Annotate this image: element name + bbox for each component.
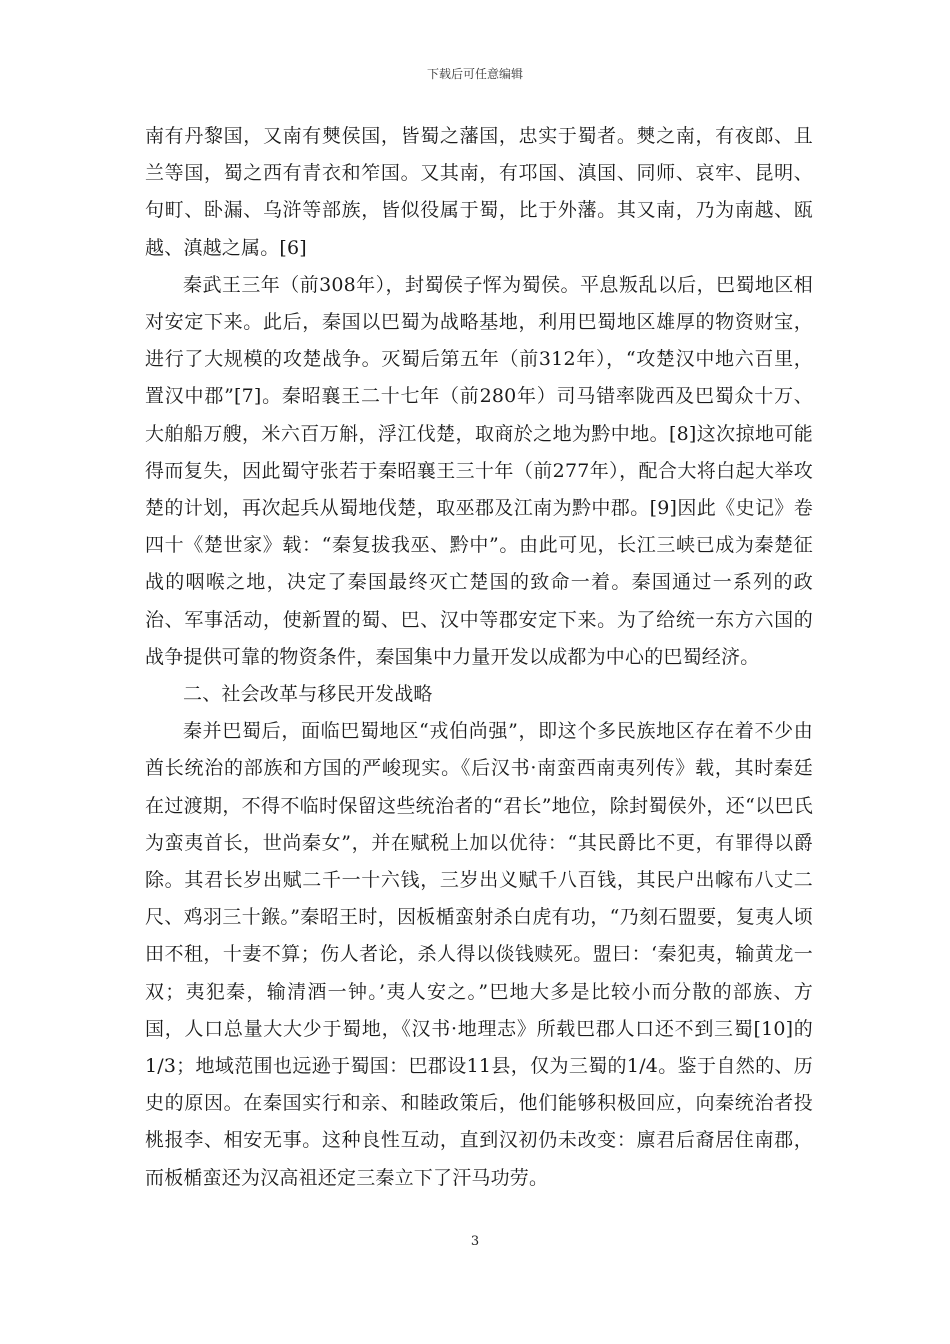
paragraph-social-reform: 秦并巴蜀后，面临巴蜀地区“戎伯尚强”，即这个多民族地区存在着不少由酋长统治的部族和方国的严峻现实。《后汉书·南蛮西南夷列传》载，其时秦廷在过渡期，不得不临时保留这些统治者的“君长”地位，除封蜀侯外，还“以巴氏为蛮夷首长，世尚秦女”，并在赋税上加以优待：“其民爵比不更，有罪得以爵除。其君长岁出赋二千一十六钱，三岁出义赋千八百钱，其民户出幏布八丈二尺、鸡羽三十鍭。”秦昭王时，因板楯蛮射杀白虎有功，“乃刻石盟要，复夷人顷田不租，十妻不算；伤人者论，杀人得以倓钱赎死。盟曰：‘秦犯夷，输黄龙一双；夷犯秦，输清酒一钟。’夷人安之。”巴地大多是比较小而分散的部族、方国，人口总量大大少于蜀地，《汉书·地理志》所载巴郡人口还不到三蜀[10]的1/3；地域范围也远逊于蜀国：巴郡设11县，仅为三蜀的1/4。鉴于自然的、历史的原因。在秦国实行和亲、和睦政策后，他们能够积极回应，向秦统治者投桃报李、相安无事。这种良性互动，直到汉初仍未改变：廪君后裔居住南郡，而板楯蛮还为汉高祖还定三秦立下了汗马功劳。 (145, 720, 813, 1189)
document-body (145, 118, 813, 1197)
paragraph-qin-wuwang: 秦武王三年（前308年），封蜀侯子恽为蜀侯。平息叛乱以后，巴蜀地区相对安定下来。此后，秦国以巴蜀为战略基地，利用巴蜀地区雄厚的物资财宝，进行了大规模的攻楚战争。灭蜀后第五年（前312年），“攻楚汉中地六百里，置汉中郡”[7]。秦昭襄王二十七年（前280年）司马错率陇西及巴蜀众十万、大舶船万艘，米六百万斛，浮江伐楚，取商於之地为黔中地。[8]这次掠地可能得而复失，因此蜀守张若于秦昭襄王三十年（前277年），配合大将白起大举攻楚的计划，再次起兵从蜀地伐楚，取巫郡及江南为黔中郡。[9]因此《史记》卷四十《楚世家》载：“秦复拔我巫、黔中”。由此可见，长江三峡已成为秦楚征战的咽喉之地，决定了秦国最终灭亡楚国的致命一着。秦国通过一系列的政治、军事活动，使新置的蜀、巴、汉中等郡安定下来。为了给统一东方六国的战争提供可靠的物资条件，秦国集中力量开发以成都为中心的巴蜀经济。 (145, 273, 813, 668)
paragraph-continuation: 南有丹黎国，又南有僰侯国，皆蜀之藩国，忠实于蜀者。僰之南，有夜郎、且兰等国，蜀之西有青衣和笮国。又其南，有邛国、滇国、同师、哀牢、昆明、句町、卧漏、乌浒等部族，皆似役属于蜀，比于外藩。其又南，乃为南越、瓯越、滇越之属。[6] (145, 125, 813, 259)
page-number: 3 (470, 1234, 480, 1249)
section-heading: 二、社会改革与移民开发战略 (183, 683, 433, 706)
page-header: 下载后可任意编辑 (426, 67, 523, 81)
